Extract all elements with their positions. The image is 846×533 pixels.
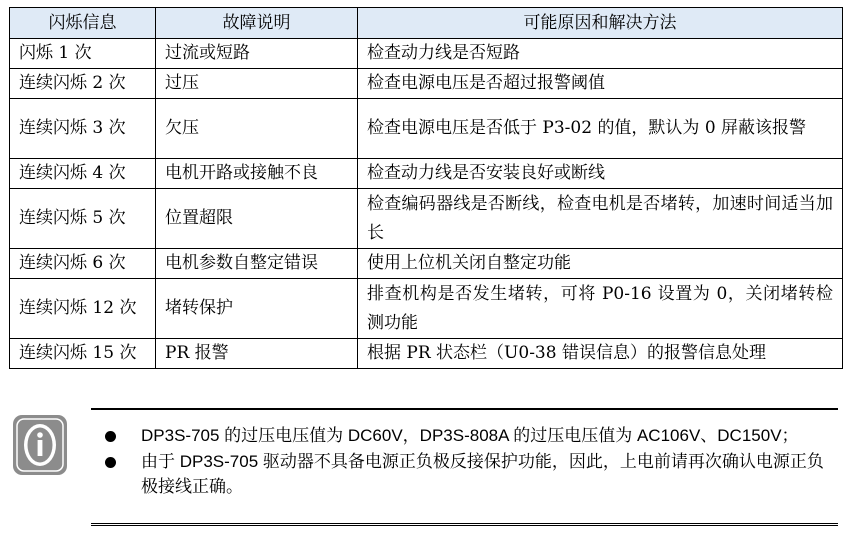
notice-top-rule [91, 408, 838, 410]
table-header-row [10, 8, 843, 39]
table-row [10, 69, 843, 99]
solution-cell: 检查电源电压是否低于 P3-02 的值，默认为 0 屏蔽该报警 [358, 99, 843, 159]
solution-cell: 检查动力线是否短路 [358, 39, 843, 69]
table-row [10, 339, 843, 369]
table-row [10, 99, 843, 159]
flash-count-cell: 闪烁 1 次 [10, 39, 156, 69]
notice-bottom-rule [91, 523, 838, 526]
bullet-icon [105, 457, 116, 468]
solution-cell: 检查电源电压是否超过报警阈值 [358, 69, 843, 99]
fault-cell: 电机参数自整定错误 [156, 249, 358, 279]
info-icon [12, 414, 68, 476]
notice-text: DP3S-705 的过压电压值为 DC60V，DP3S-808A 的过压电压值为 AC106V、DC150V； [141, 426, 799, 445]
table-row [10, 159, 843, 189]
flash-count-cell: 连续闪烁 6 次 [10, 249, 156, 279]
notice-box [0, 405, 846, 533]
notice-text: 由于 DP3S-705 驱动器不具备电源正负极反接保护功能，因此，上电前请再次确认电源正负极接线正确。 [141, 452, 824, 496]
flash-count-cell: 连续闪烁 12 次 [10, 279, 156, 339]
fault-table [9, 7, 843, 369]
table-row [10, 249, 843, 279]
notice-item [100, 423, 836, 448]
header-flash-info: 闪烁信息 [10, 8, 156, 39]
solution-cell: 检查编码器线是否断线，检查电机是否堵转，加速时间适当加长 [358, 189, 843, 249]
fault-cell: PR 报警 [156, 339, 358, 369]
bullet-icon [105, 431, 116, 442]
flash-count-cell: 连续闪烁 2 次 [10, 69, 156, 99]
fault-cell: 过流或短路 [156, 39, 358, 69]
fault-cell: 堵转保护 [156, 279, 358, 339]
flash-count-cell: 连续闪烁 15 次 [10, 339, 156, 369]
header-cause-solution: 可能原因和解决方法 [358, 8, 843, 39]
table-row [10, 279, 843, 339]
fault-cell: 过压 [156, 69, 358, 99]
flash-count-cell: 连续闪烁 5 次 [10, 189, 156, 249]
notice-item [100, 449, 836, 499]
table-row [10, 189, 843, 249]
solution-cell: 根据 PR 状态栏（U0-38 错误信息）的报警信息处理 [358, 339, 843, 369]
fault-cell: 位置超限 [156, 189, 358, 249]
fault-cell: 欠压 [156, 99, 358, 159]
solution-cell: 检查动力线是否安装良好或断线 [358, 159, 843, 189]
table-row [10, 39, 843, 69]
solution-cell: 排查机构是否发生堵转，可将 P0-16 设置为 0，关闭堵转检测功能 [358, 279, 843, 339]
solution-cell: 使用上位机关闭自整定功能 [358, 249, 843, 279]
fault-cell: 电机开路或接触不良 [156, 159, 358, 189]
flash-count-cell: 连续闪烁 3 次 [10, 99, 156, 159]
header-fault-desc: 故障说明 [156, 8, 358, 39]
flash-count-cell: 连续闪烁 4 次 [10, 159, 156, 189]
notice-list [100, 423, 836, 500]
